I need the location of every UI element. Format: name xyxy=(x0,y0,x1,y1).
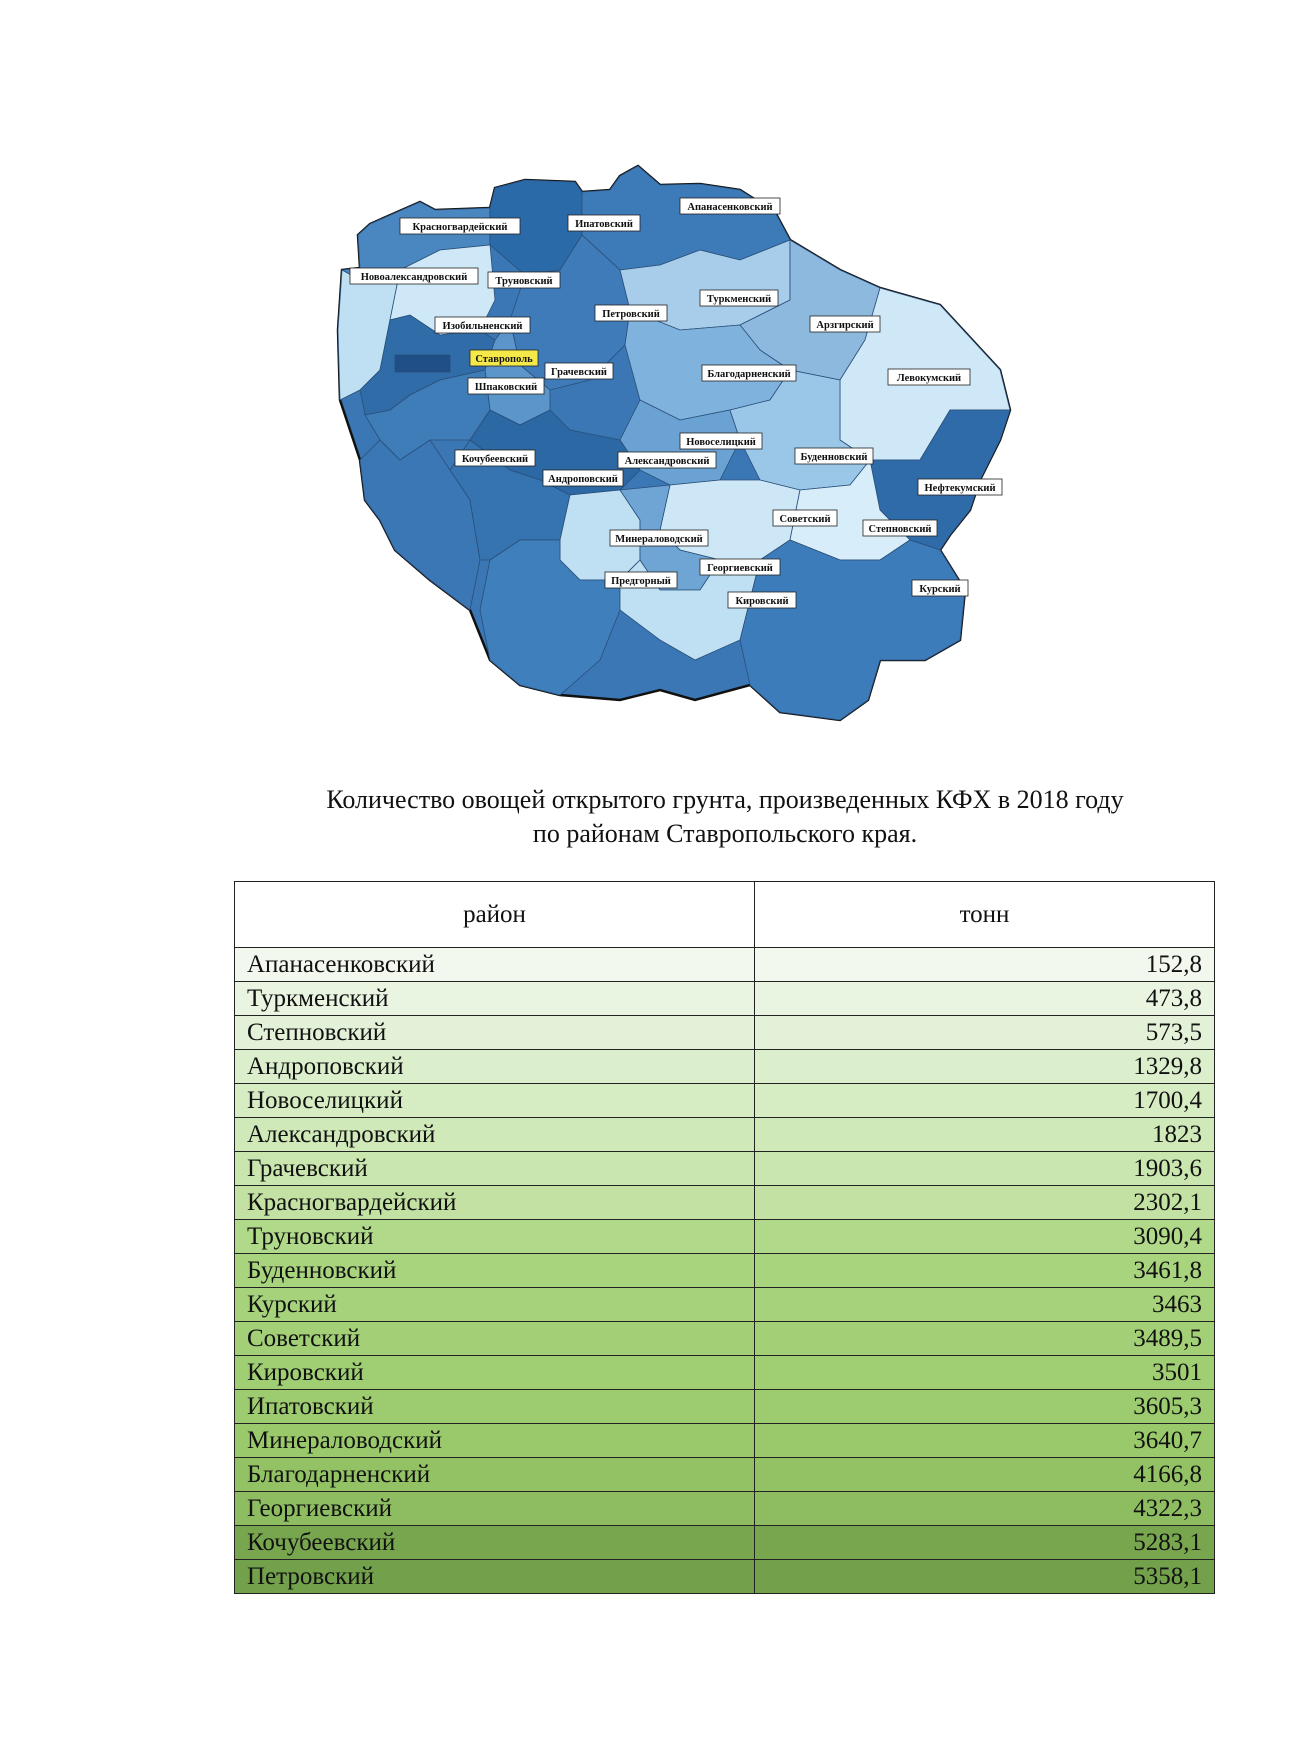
district-label-text: Туркменский xyxy=(706,294,772,305)
caption-line-2: по районам Ставропольского края. xyxy=(532,819,918,848)
district-label-text: Кировский xyxy=(735,596,789,607)
district-label xyxy=(700,290,778,306)
district-label xyxy=(543,470,623,486)
tons-cell: 1823 xyxy=(755,1118,1215,1152)
tons-cell: 5358,1 xyxy=(755,1560,1215,1594)
district-label xyxy=(702,365,796,381)
table-row xyxy=(235,1560,1215,1594)
table-row xyxy=(235,1356,1215,1390)
stavropol-region-map xyxy=(320,140,1130,752)
district-label xyxy=(680,198,780,214)
district-name-cell: Кочубеевский xyxy=(235,1526,755,1560)
district-name-cell: Грачевский xyxy=(235,1152,755,1186)
table-row xyxy=(235,1084,1215,1118)
tons-cell: 152,8 xyxy=(755,948,1215,982)
table-row xyxy=(235,1016,1215,1050)
district-name-cell: Минераловодский xyxy=(235,1424,755,1458)
district-label-text: Ставрополь xyxy=(475,354,533,365)
district-name-cell: Апанасенковский xyxy=(235,948,755,982)
district-name-cell: Буденновский xyxy=(235,1254,755,1288)
table-row xyxy=(235,1050,1215,1084)
district-label xyxy=(912,580,968,596)
district-label-text: Новоселицкий xyxy=(686,437,756,448)
district-label xyxy=(700,559,780,575)
district-label xyxy=(400,218,520,234)
district-label-text: Левокумский xyxy=(896,373,962,384)
district-name-cell: Кировский xyxy=(235,1356,755,1390)
district-name-cell: Петровский xyxy=(235,1560,755,1594)
table-row xyxy=(235,948,1215,982)
table-row xyxy=(235,1322,1215,1356)
district-label xyxy=(610,530,708,546)
tons-cell: 4166,8 xyxy=(755,1458,1215,1492)
header-tons: тонн xyxy=(755,882,1215,948)
table-row xyxy=(235,1288,1215,1322)
table-row xyxy=(235,1458,1215,1492)
district-label xyxy=(863,520,937,536)
district-label-text: Апанасенковский xyxy=(687,202,773,213)
district-label-text: Минераловодский xyxy=(615,534,703,545)
header-district: район xyxy=(235,882,755,948)
district-name-cell: Туркменский xyxy=(235,982,755,1016)
district-label-text: Изобильненский xyxy=(442,321,523,332)
district-label xyxy=(350,268,478,284)
district-name-cell: Георгиевский xyxy=(235,1492,755,1526)
district-label xyxy=(470,350,538,366)
district-name-cell: Советский xyxy=(235,1322,755,1356)
district-label-text: Шпаковский xyxy=(474,382,538,393)
district-label-text: Новоалександровский xyxy=(360,272,468,283)
district-label xyxy=(605,572,677,588)
tons-cell: 5283,1 xyxy=(755,1526,1215,1560)
district-name-cell: Андроповский xyxy=(235,1050,755,1084)
district-label-text: Курский xyxy=(919,584,961,595)
tons-cell: 1903,6 xyxy=(755,1152,1215,1186)
table-row xyxy=(235,1186,1215,1220)
vegetable-production-table xyxy=(234,881,1215,1594)
table-row xyxy=(235,1220,1215,1254)
district-label-text: Александровский xyxy=(624,456,710,467)
tons-cell: 573,5 xyxy=(755,1016,1215,1050)
district-label xyxy=(795,448,873,464)
table-row xyxy=(235,1152,1215,1186)
district-name-cell: Ипатовский xyxy=(235,1390,755,1424)
district-label-text: Георгиевский xyxy=(707,563,773,574)
table-row xyxy=(235,982,1215,1016)
table-row xyxy=(235,1424,1215,1458)
tons-cell: 3090,4 xyxy=(755,1220,1215,1254)
table-row xyxy=(235,1526,1215,1560)
tons-cell: 1700,4 xyxy=(755,1084,1215,1118)
district-label-text: Предгорный xyxy=(611,576,671,587)
district-name-cell: Степновский xyxy=(235,1016,755,1050)
tons-cell: 3501 xyxy=(755,1356,1215,1390)
district-name-cell: Александровский xyxy=(235,1118,755,1152)
caption-line-1: Количество овощей открытого грунта, произведенных КФХ в 2018 году xyxy=(326,785,1124,814)
tons-cell: 1329,8 xyxy=(755,1050,1215,1084)
district-label-text: Нефтекумский xyxy=(924,483,996,494)
district-name-cell: Благодарненский xyxy=(235,1458,755,1492)
district-label-text: Красногвардейский xyxy=(412,222,508,233)
district-label xyxy=(545,363,613,379)
district-label-text: Грачевский xyxy=(551,367,607,378)
district-label xyxy=(595,305,667,321)
district-name-cell: Красногвардейский xyxy=(235,1186,755,1220)
tons-cell: 3605,3 xyxy=(755,1390,1215,1424)
district-label-text: Петровский xyxy=(602,309,660,320)
district-name-cell: Курский xyxy=(235,1288,755,1322)
district-label xyxy=(568,215,640,231)
table-header-row xyxy=(235,882,1215,948)
tons-cell: 3463 xyxy=(755,1288,1215,1322)
table-row xyxy=(235,1492,1215,1526)
table-caption xyxy=(200,783,1250,851)
district-label-text: Буденновский xyxy=(800,452,868,463)
table-row xyxy=(235,1118,1215,1152)
district-name-cell: Новоселицкий xyxy=(235,1084,755,1118)
district-area xyxy=(395,355,450,372)
district-label-text: Андроповский xyxy=(548,474,618,485)
district-label-text: Труновский xyxy=(495,276,553,287)
district-label-text: Арзгирский xyxy=(816,320,874,331)
tons-cell: 3640,7 xyxy=(755,1424,1215,1458)
tons-cell: 3489,5 xyxy=(755,1322,1215,1356)
district-name-cell: Труновский xyxy=(235,1220,755,1254)
district-label-text: Кочубеевский xyxy=(461,454,529,465)
district-label xyxy=(810,316,880,332)
district-label-text: Ипатовский xyxy=(575,219,633,230)
district-label xyxy=(728,592,796,608)
district-label xyxy=(618,452,716,468)
tons-cell: 4322,3 xyxy=(755,1492,1215,1526)
district-label xyxy=(888,369,970,385)
table-row xyxy=(235,1390,1215,1424)
district-label xyxy=(455,450,535,466)
tons-cell: 3461,8 xyxy=(755,1254,1215,1288)
district-label-text: Благодарненский xyxy=(707,369,791,380)
table-row xyxy=(235,1254,1215,1288)
district-label xyxy=(435,317,530,333)
district-label-text: Степновский xyxy=(868,524,932,535)
district-label xyxy=(468,378,544,394)
district-label xyxy=(918,479,1002,495)
tons-cell: 2302,1 xyxy=(755,1186,1215,1220)
tons-cell: 473,8 xyxy=(755,982,1215,1016)
district-label-text: Советский xyxy=(779,514,831,525)
district-label xyxy=(680,433,762,449)
district-label xyxy=(773,510,837,526)
district-label xyxy=(488,272,560,288)
